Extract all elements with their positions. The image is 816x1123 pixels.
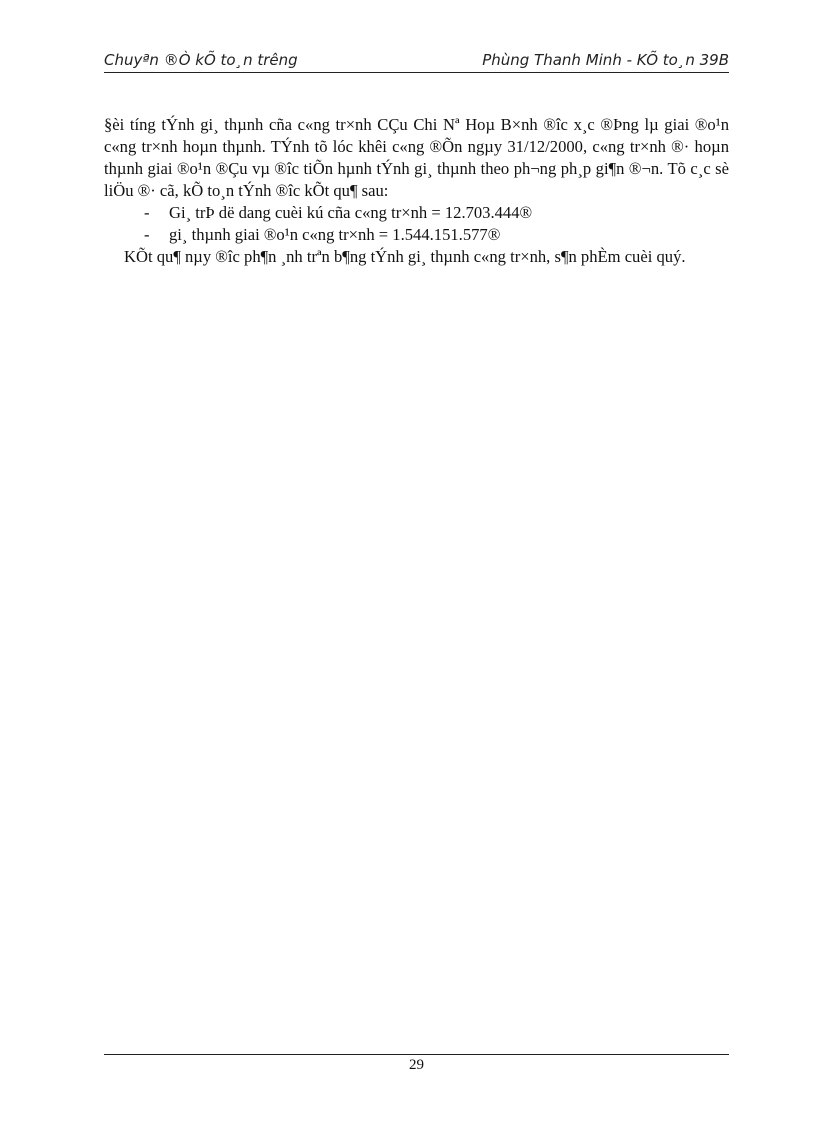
header-document-title: Chuyªn ®Ò kÕ to¸n trêng	[104, 51, 298, 69]
page-header	[104, 50, 729, 73]
page-number: 29	[409, 1057, 424, 1073]
bullet-text: gi¸ thµnh giai ®o¹n c«ng tr×nh = 1.544.151.577®	[169, 225, 501, 244]
bullet-dash: -	[144, 203, 150, 222]
document-body	[104, 114, 729, 268]
bullet-dash: -	[144, 225, 150, 244]
footer-divider	[104, 1054, 729, 1055]
bullet-item-stage-cost	[104, 224, 729, 246]
bullet-item-wip-value	[104, 202, 729, 224]
body-paragraph-conclusion: KÕt qu¶ nµy ®îc ph¶n ¸nh trªn b¶ng tÝnh gi¸ thµnh c«ng tr×nh, s¶n phÈm cuèi quý.	[124, 247, 686, 266]
bullet-text: Gi¸ trÞ dë dang cuèi kú cña c«ng tr×nh = 12.703.444®	[169, 203, 533, 222]
header-author: Phùng Thanh Minh - KÕ to¸n 39B	[482, 51, 729, 69]
body-paragraph: §èi tíng tÝnh gi¸ thµnh cña c«ng tr×nh CÇu Chi Nª Hoµ B×nh ®îc x¸c ®Þng lµ giai ®o¹n c«ng tr×nh hoµn thµnh. TÝnh tõ lóc khêi c«ng ®Õn ngµy 31/12/2000, c«ng tr×nh ®· hoµn thµnh giai ®o¹n ®Çu vµ ®îc tiÕn hµnh tÝnh gi¸ thµnh theo ph¬ng ph¸p gi¶n ®¬n. Tõ c¸c sè liÖu ®· cã, kÕ to¸n tÝnh ®îc kÕt qu¶ sau:	[104, 115, 729, 200]
